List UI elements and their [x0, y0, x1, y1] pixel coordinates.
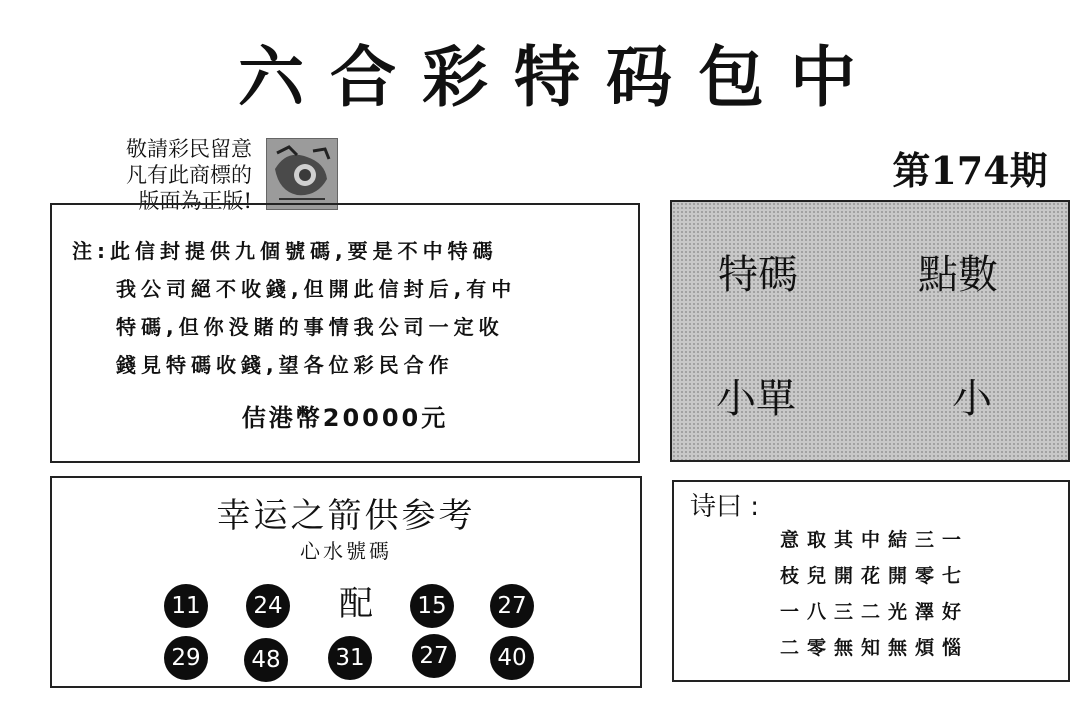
notice-line: 版面為正版! — [138, 189, 252, 213]
poem-line: 二零無知無煩惱 — [780, 637, 970, 659]
trademark-logo-icon — [266, 138, 338, 210]
poem-text — [780, 522, 1060, 666]
poem-line: 意取其中結三一 — [780, 529, 970, 551]
number-ball: 31 — [328, 636, 372, 680]
number-ball: 40 — [490, 636, 534, 680]
number-ball: 11 — [164, 584, 208, 628]
page-title: 六合彩特码包中 — [238, 39, 882, 116]
note-line: 注:此信封提供九個號碼,要是不中特碼 — [72, 239, 498, 263]
poem-heading: 诗曰 : — [690, 492, 760, 522]
stat-label-special-code: 特碼 — [718, 252, 798, 298]
number-ball: 27 — [490, 584, 534, 628]
stat-value-special-code: 小單 — [716, 376, 796, 422]
number-ball: 29 — [164, 636, 208, 680]
lucky-subtitle: 心水號碼 — [300, 539, 392, 563]
pair-character: 配 — [339, 584, 373, 624]
poem-line: 一八三二光澤好 — [780, 601, 970, 623]
issue-number: 第174期 — [892, 148, 1048, 193]
note-line: 特碼,但你没賭的事情我公司一定收 — [116, 315, 504, 339]
number-ball: 27 — [412, 634, 456, 678]
notice-line: 敬請彩民留意 — [126, 137, 252, 161]
prize-amount: 佶港幣20000元 — [241, 404, 449, 432]
notice-line: 凡有此商標的 — [126, 163, 252, 187]
note-line: 我公司絕不收錢,但開此信封后,有中 — [116, 277, 517, 301]
note-text — [72, 232, 632, 384]
number-ball: 24 — [246, 584, 290, 628]
number-ball: 48 — [244, 638, 288, 682]
stat-value-points: 小 — [952, 376, 992, 422]
poem-line: 枝兒開花開零七 — [780, 565, 970, 587]
stat-label-points: 點數 — [918, 252, 998, 298]
number-ball: 15 — [410, 584, 454, 628]
lucky-title: 幸运之箭供参考 — [216, 496, 476, 536]
note-line: 錢見特碼收錢,望各位彩民合作 — [116, 353, 454, 377]
